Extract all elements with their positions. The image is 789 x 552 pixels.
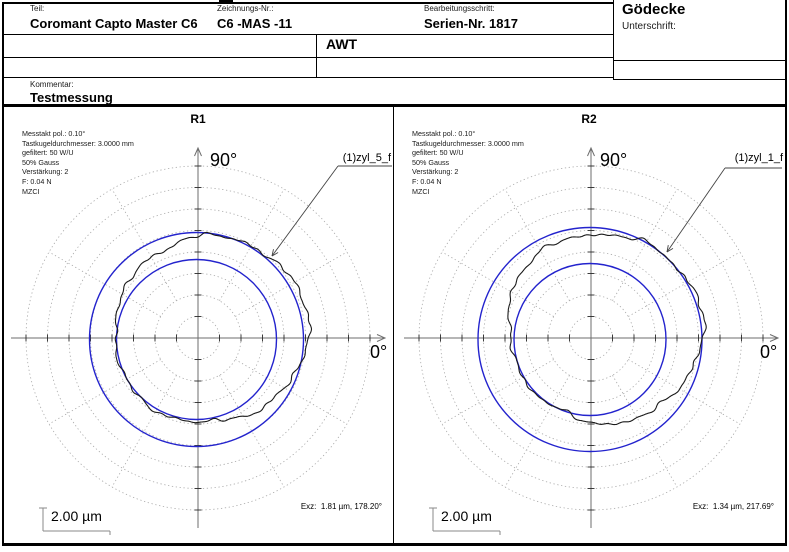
param-line: F: 0.04 N (412, 176, 442, 186)
table-line (613, 60, 785, 61)
table-line (3, 57, 614, 58)
table-line (3, 77, 614, 78)
param-line: Verstärkung: 2 (22, 167, 69, 177)
param-line: gefiltert: 50 W/U (412, 148, 464, 158)
process-step-label: Bearbeitungsschritt: (424, 4, 495, 13)
process-code: AWT (326, 36, 358, 52)
measurement-params (412, 129, 524, 196)
curve-label: (1)zyl_1_f (734, 152, 783, 164)
excentricity-readout: Exz: 1.81 µm, 178.20° (300, 502, 382, 511)
comment-label: Kommentar: (30, 80, 74, 89)
angle-label-90: 90° (210, 150, 238, 170)
param-line: Verstärkung: 2 (412, 167, 459, 177)
drawing-no-value: C6 -MAS -11 (217, 16, 293, 31)
param-line: F: 0.04 N (22, 176, 52, 186)
part-label: Teil: (30, 4, 45, 13)
param-line: gefiltert: 50 W/U (22, 148, 74, 158)
right-border (785, 0, 787, 545)
measurement-params (22, 129, 134, 196)
curve-label: (1)zyl_5_f (342, 152, 391, 164)
param-line: Messtakt pol.: 0.10° (22, 129, 86, 138)
table-line (3, 34, 613, 35)
table-line-vertical (316, 34, 317, 78)
angle-label-90: 90° (600, 150, 628, 170)
param-line: Tastkugeldurchmesser: 3.0000 mm (412, 138, 524, 148)
comment-value: Testmessung (30, 90, 113, 105)
param-line: 50% Gauss (412, 157, 450, 167)
chart-title-r2: R2 (581, 112, 597, 126)
angle-label-0: 0° (760, 342, 778, 362)
process-step-value: Serien-Nr. 1817 (424, 16, 518, 31)
examiner-name: Gödecke (622, 1, 686, 18)
chart-title-r1: R1 (190, 112, 206, 126)
param-line: Tastkugeldurchmesser: 3.0000 mm (22, 138, 134, 148)
scale-readout: 2.00 µm (441, 508, 492, 524)
table-line-vertical (613, 0, 614, 80)
chart-panel-r1 (3, 106, 393, 543)
angle-label-0: 0° (370, 342, 388, 362)
excentricity-readout: Exz: 1.34 µm, 217.69° (692, 502, 774, 511)
scale-readout: 2.00 µm (51, 508, 102, 524)
top-border (2, 2, 614, 4)
param-line: Messtakt pol.: 0.10° (412, 129, 476, 138)
param-line: 50% Gauss (22, 157, 60, 167)
param-line: MZCI (412, 186, 430, 196)
part-value: Coromant Capto Master C6 (30, 16, 198, 31)
bottom-border (2, 543, 787, 547)
param-line: MZCI (22, 186, 40, 196)
top-edge-artifact (219, 0, 233, 3)
drawing-no-label: Zeichnungs-Nr.: (217, 4, 274, 13)
table-line (613, 79, 785, 80)
signature-label: Unterschrift: (622, 21, 676, 32)
chart-panel-r2 (393, 106, 785, 543)
